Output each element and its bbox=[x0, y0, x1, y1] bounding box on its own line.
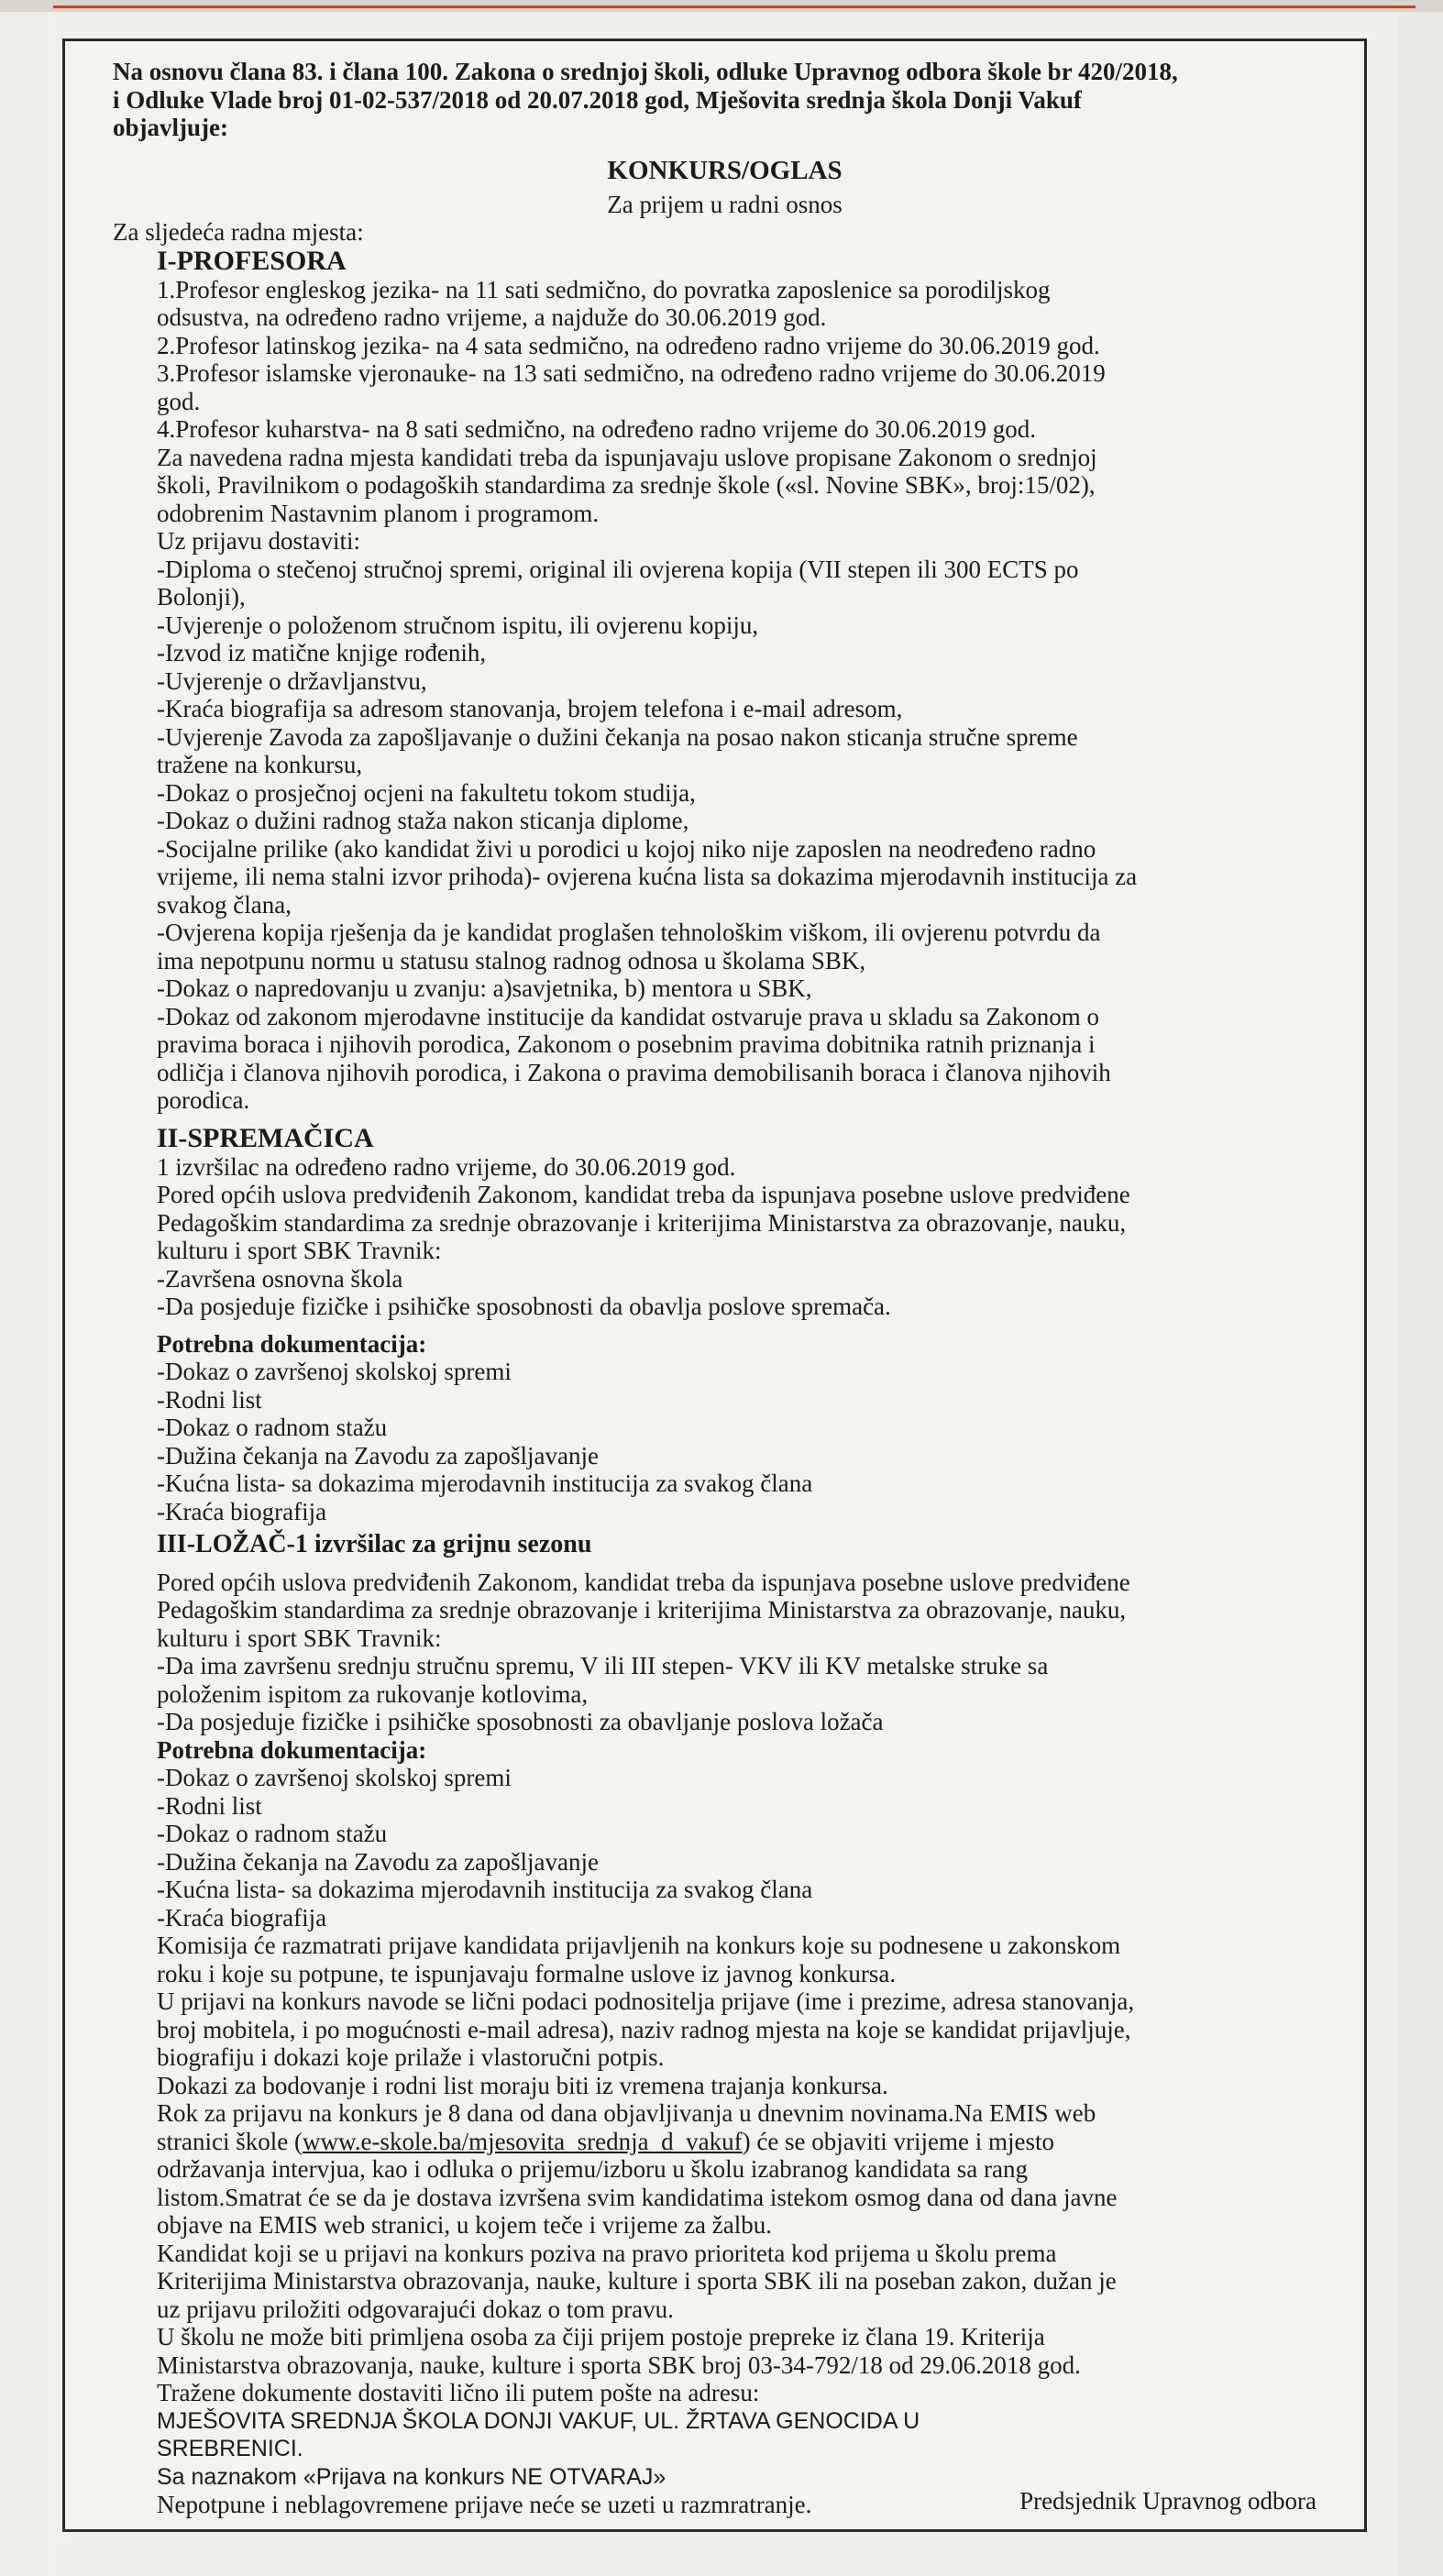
text-line: vrijeme, ili nema stalni izvor prihoda)- ovjerena kućna lista sa dokazima mjerodavnih institucija za bbox=[157, 863, 1138, 890]
top-strip bbox=[0, 0, 1443, 12]
text-line: školi, Pravilnikom o podagoških standardima za srednje škole («sl. Novine SBK», broj:15/02), bbox=[157, 471, 1096, 499]
text-line: 2.Profesor latinskog jezika- na 4 sata sedmično, na određeno radno vrijeme do 30.06.2019 god. bbox=[157, 331, 1100, 359]
doc-item: -Dokaz o završenoj skolskoj spremi bbox=[157, 1358, 512, 1385]
intro-line: i Odluke Vlade broj 01-02-537/2018 od 20.07.2018 god, Mješovita srednja škola Donji Vakuf bbox=[113, 85, 1082, 114]
text-line: -Završena osnovna škola bbox=[157, 1264, 403, 1293]
doc-item: -Dužina čekanja na Zavodu za zapošljavanje bbox=[157, 1847, 600, 1876]
text-line: porodica. bbox=[157, 1086, 250, 1114]
text-line: odsustva, na određeno radno vrijeme, a najduže do 30.06.2019 god. bbox=[157, 303, 827, 331]
doc-item: -Kućna lista- sa dokazima mjerodavnih institucija za svakog člana bbox=[157, 1876, 813, 1903]
text-line: kulturu i sport SBK Travnik: bbox=[157, 1624, 442, 1652]
closing-line: Ministarstva obrazovanja, nauke, kulture i sporta SBK broj 03-34-792/18 od 29.06.2018 god. bbox=[157, 2350, 1081, 2379]
text-line: 1 izvršilac na određeno radno vrijeme, do 30.06.2019 god. bbox=[157, 1152, 736, 1181]
section-heading-spremacica: II-SPREMAČICA bbox=[157, 1122, 374, 1153]
emis-line bbox=[157, 2128, 1337, 2156]
closing-line: Kandidat koji se u prijavi na konkurs poziva na pravo prioriteta kod prijema u školu prema bbox=[157, 2239, 1057, 2267]
closing-line: U prijavi na konkurs navode se lični podaci podnositelja prijave (ime i prezime, adresa stanovanja, bbox=[157, 1987, 1135, 2015]
right-page-margin bbox=[1399, 12, 1443, 2576]
doc-item: -Dokaz o radnom stažu bbox=[157, 1414, 388, 1441]
text-line: god. bbox=[157, 387, 201, 415]
announcement-content bbox=[113, 58, 1337, 2519]
closing-line: Rok za prijavu na konkurs je 8 dana od dana objavljivanja u dnevnim novinama.Na EMIS web bbox=[157, 2099, 1096, 2127]
final-note: Nepotpune i neblagovremene prijave neće se uzeti u razmratranje. bbox=[157, 2491, 812, 2518]
text-line: Uz prijavu dostaviti: bbox=[157, 527, 360, 555]
text-line: Pedagoškim standardima za srednje obrazovanje i kriterijima Ministarstva za obrazovanje, nauku, bbox=[157, 1208, 1127, 1237]
text-line: Pedagoškim standardima za srednje obrazovanje i kriterijima Ministarstva za obrazovanje, nauku, bbox=[157, 1596, 1127, 1624]
closing-line: roku i koje su potpune, te ispunjavaju formalne uslove iz javnog konkursa. bbox=[157, 1959, 897, 1987]
address-line: SREBRENICI. bbox=[157, 2436, 303, 2461]
positions-intro: Za sljedeća radna mjesta: bbox=[113, 218, 364, 246]
text-line: odobrenim Nastavnim planom i programom. bbox=[157, 499, 600, 527]
text-line: -Da posjeduje fizičke i psihičke sposobnosti da obavlja poslove spremača. bbox=[157, 1293, 891, 1320]
text-line: Pored općih uslova predviđenih Zakonom, kandidat treba da ispunjava posebne uslove predviđene bbox=[157, 1181, 1130, 1208]
text-line: -Da ima završenu srednju stručnu spremu, V ili III stepen- VKV ili KV metalske struke sa bbox=[157, 1652, 1049, 1679]
text-line: -Uvjerenje Zavoda za zapošljavanje o dužini čekanja na posao nakon sticanja stručne spreme bbox=[157, 722, 1078, 751]
emis-web-link[interactable]: www.e-skole.ba/mjesovita_srednja_d_vakuf bbox=[302, 2127, 743, 2155]
closing-line: U školu ne može biti primljena osoba za čiji prijem postoje prepreke iz člana 19. Kriterija bbox=[157, 2323, 1045, 2350]
closing-line: Komisija će razmatrati prijave kandidata prijavljenih na konkurs koje su podnesene u zakonskom bbox=[157, 1932, 1121, 1959]
emis-prefix: stranici škole ( bbox=[157, 2127, 303, 2155]
envelope-notice: Sa naznakom «Prijava na konkurs NE OTVARAJ» bbox=[157, 2463, 666, 2490]
docs-heading: Potrebna dokumentacija: bbox=[157, 1329, 427, 1358]
doc-item: -Dokaz o završenoj skolskoj spremi bbox=[157, 1764, 512, 1791]
closing-line: objave na EMIS web stranici, u kojem teče i vrijeme za žalbu. bbox=[157, 2211, 773, 2239]
text-line: položenim ispitom za rukovanje kotlovima, bbox=[157, 1679, 589, 1708]
doc-item: -Kućna lista- sa dokazima mjerodavnih institucija za svakog člana bbox=[157, 1470, 813, 1497]
closing-line: Dokazi za bodovanje i rodni list moraju biti iz vremena trajanja konkursa. bbox=[157, 2071, 888, 2099]
text-line: 4.Profesor kuharstva- na 8 sati sedmično, na određeno radno vrijeme do 30.06.2019 god. bbox=[157, 415, 1037, 443]
closing-line: uz prijavu priložiti odgovarajući dokaz o tom pravu. bbox=[157, 2295, 674, 2323]
section-spremacica-body bbox=[113, 1153, 1337, 1526]
closing-line: biografiju i dokazi koje prilaže i vlastoručni potpis. bbox=[157, 2043, 665, 2071]
doc-item: -Dokaz o radnom stažu bbox=[157, 1820, 388, 1847]
docs-heading: Potrebna dokumentacija: bbox=[157, 1735, 427, 1764]
left-page-margin bbox=[0, 12, 48, 2576]
closing-line: Kriterijima Ministarstva obrazovanja, nauke, kulture i sporta SBK ili na poseban zakon, dužan je bbox=[157, 2267, 1117, 2295]
text-line: 3.Profesor islamske vjeronauke- na 13 sati sedmično, na određeno radno vrijeme do 30.06.2019 bbox=[157, 359, 1106, 387]
text-line: -Diploma o stečenoj stručnoj spremi, original ili ovjerena kopija (VII stepen ili 300 ECTS po bbox=[157, 555, 1079, 583]
intro-block bbox=[113, 58, 1337, 142]
text-line: Pored općih uslova predviđenih Zakonom, kandidat treba da ispunjava posebne uslove predviđene bbox=[157, 1568, 1130, 1596]
doc-item: -Dužina čekanja na Zavodu za zapošljavanje bbox=[157, 1441, 600, 1470]
text-line: -Da posjeduje fizičke i psihičke sposobnosti za obavljanje poslova ložača bbox=[157, 1708, 884, 1735]
text-line: -Uvjerenje o položenom stručnom ispitu, ili ovjerenu kopiju, bbox=[157, 611, 759, 639]
doc-item: -Rodni list bbox=[157, 1791, 262, 1820]
section-lozac-body bbox=[113, 1569, 1337, 2519]
emis-suffix: ) će se objaviti vrijeme i mjesto bbox=[742, 2127, 1054, 2155]
text-line: -Dokaz o prosječnoj ocjeni na fakultetu tokom studija, bbox=[157, 778, 696, 807]
address-line: MJEŠOVITA SREDNJA ŠKOLA DONJI VAKUF, UL. ŽRTAVA GENOCIDA U bbox=[157, 2407, 920, 2434]
text-line: 1.Profesor engleskog jezika- na 11 sati sedmično, do povratka zaposlenice sa porodiljskog bbox=[157, 275, 1051, 303]
doc-item: -Kraća biografija bbox=[157, 1903, 327, 1932]
text-line: Bolonji), bbox=[157, 583, 246, 611]
text-line: -Ovjerena kopija rješenja da je kandidat proglašen tehnološkim viškom, ili ovjerenu potvrdu da bbox=[157, 919, 1101, 946]
signature: Predsjednik Upravnog odbora bbox=[1019, 2487, 1316, 2515]
text-line: Za navedena radna mjesta kandidati treba da ispunjavaju uslove propisane Zakonom o srednjoj bbox=[157, 443, 1097, 471]
closing-line: održavanja intervjua, kao i odluka o prijemu/izboru u školu izabranog kandidata sa rang bbox=[157, 2155, 1028, 2183]
text-line: odličja i članova njihovih porodica, i Zakona o pravima demobilisanih boraca i članova njihovih bbox=[157, 1058, 1111, 1086]
text-line: kulturu i sport SBK Travnik: bbox=[157, 1237, 442, 1264]
text-line: ima nepotpunu normu u statusu stalnog radnog odnosa u školama SBK, bbox=[157, 946, 866, 974]
closing-line: broj mobitela, i po mogućnosti e-mail adresa), naziv radnog mjesta na koje se kandidat prijavljuje, bbox=[157, 2015, 1131, 2043]
text-line: svakog člana, bbox=[157, 890, 292, 919]
text-line: -Uvjerenje o državljanstvu, bbox=[157, 666, 427, 695]
intro-line: Na osnovu člana 83. i člana 100. Zakona o srednjoj školi, odluke Upravnog odbora škole br 420/2018, bbox=[113, 58, 1178, 85]
red-border-line bbox=[53, 0, 1415, 8]
closing-line: Tražene dokumente dostaviti lično ili putem pošte na adresu: bbox=[157, 2379, 760, 2406]
text-line: -Dokaz o napredovanju u zvanju: a)savjetnika, b) mentora u SBK, bbox=[157, 974, 812, 1002]
text-line: -Dokaz o dužini radnog staža nakon sticanja diplome, bbox=[157, 807, 689, 834]
section-heading-lozac: III-LOŽAČ-1 izvršilac za grijnu sezonu bbox=[157, 1530, 592, 1558]
announcement-title: KONKURS/OGLAS bbox=[607, 155, 843, 185]
text-line: pravima boraca i njihovih porodica, Zakonom o posebnim pravima dobitnika ratnih priznanja i bbox=[157, 1030, 1096, 1058]
text-line: tražene na konkursu, bbox=[157, 751, 363, 778]
section-profesora-body bbox=[113, 276, 1337, 1115]
announcement-subtitle: Za prijem u radni osnos bbox=[607, 190, 843, 218]
text-line: -Socijalne prilike (ako kandidat živi u porodici u kojoj niko nije zaposlen na neodređeno radno bbox=[157, 834, 1096, 863]
doc-item: -Rodni list bbox=[157, 1385, 262, 1414]
intro-line: objavljuje: bbox=[113, 114, 228, 141]
announcement-frame bbox=[62, 39, 1367, 2532]
text-line: -Kraća biografija sa adresom stanovanja, brojem telefona i e-mail adresom, bbox=[157, 695, 903, 722]
text-line: -Dokaz od zakonom mjerodavne institucije da kandidat ostvaruje prava u skladu sa Zakonom o bbox=[157, 1002, 1099, 1030]
section-heading-profesora: I-PROFESORA bbox=[157, 245, 347, 276]
text-line: -Izvod iz matične knjige rođenih, bbox=[157, 639, 487, 666]
closing-line: listom.Smatrat će se da je dostava izvršena svim kandidatima istekom osmog dana od dana javne bbox=[157, 2183, 1118, 2211]
doc-item: -Kraća biografija bbox=[157, 1497, 327, 1525]
